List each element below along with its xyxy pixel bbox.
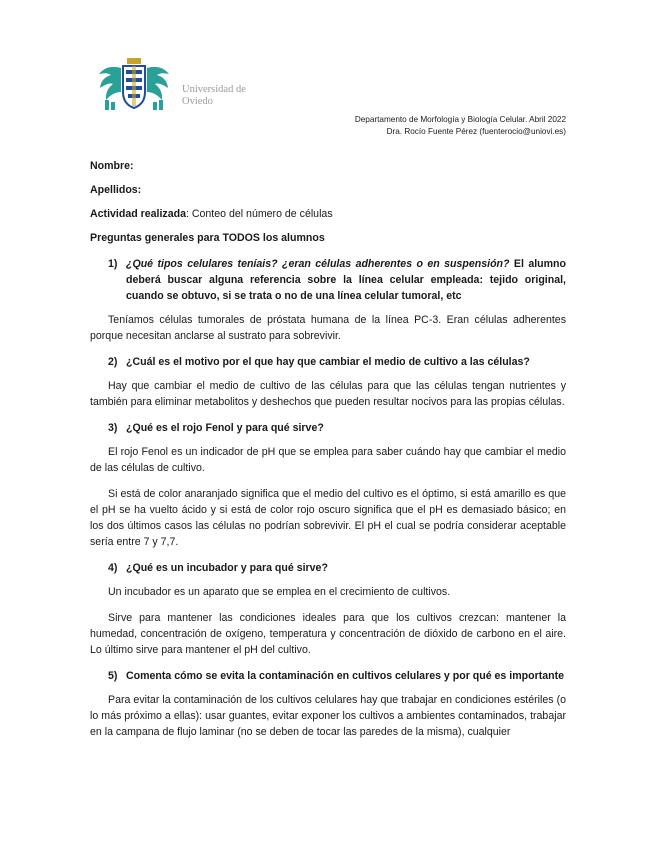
crown-icon bbox=[127, 58, 141, 64]
actividad-field bbox=[90, 208, 566, 221]
department-line: Departamento de Morfología y Biología Celular. Abril 2022 bbox=[354, 115, 566, 124]
answer-paragraph: Teníamos células tumorales de próstata humana de la línea PC-3. Eran células adherentes porque necesitan anclarse al sustrato para sobrevivir. bbox=[90, 314, 566, 342]
answer-paragraph: Un incubador es un aparato que se emplea en el crecimiento de cultivos. bbox=[108, 586, 451, 598]
answer-paragraph: Para evitar la contaminación de los cultivos celulares hay que trabajar en condiciones estériles (o lo más próximo a ellas): usar guantes, evitar exponer los cultivos a ambientes contaminados, trabajar en la campana de flujo laminar (no se deben de tocar las paredes de la misma), cualquier bbox=[90, 694, 566, 738]
left-wing-icon bbox=[99, 67, 121, 110]
university-name-line2: Oviedo bbox=[182, 96, 213, 107]
question-number: 5) bbox=[108, 670, 118, 682]
author-line: Dra. Rocío Fuente Pérez (fuenterocio@uniovi.es) bbox=[386, 127, 566, 136]
answer-paragraph: Si está de color anaranjado significa que el medio del cultivo es el óptimo, si está amarillo es que el pH se ha vuelto ácido y si está de color rojo oscuro significa que el pH es demasiado básico; en los dos últimos casos las células no podrían sobrevivir. El pH el cual se podría considerar aceptable sería entre 7 y 7,7. bbox=[90, 488, 566, 548]
department-info bbox=[355, 114, 566, 138]
university-name bbox=[182, 84, 246, 108]
question-number: 3) bbox=[108, 422, 118, 434]
question-number: 4) bbox=[108, 562, 118, 574]
university-logo-icon bbox=[97, 58, 171, 114]
answer-paragraph: El rojo Fenol es un indicador de pH que se emplea para saber cuándo hay que cambiar el medio de las células de cultivo. bbox=[90, 446, 566, 474]
question-text: ¿Cuál es el motivo por el que hay que cambiar el medio de cultivo a las células? bbox=[126, 356, 530, 368]
section-title: Preguntas generales para TODOS los alumnos bbox=[90, 232, 325, 244]
nombre-label: Nombre: bbox=[90, 160, 134, 172]
question-text: ¿Qué es un incubador y para qué sirve? bbox=[126, 562, 328, 574]
question-2 bbox=[90, 354, 566, 370]
question-3 bbox=[90, 420, 566, 436]
question-rest: El alumno deberá buscar alguna referencia sobre la línea celular empleada: tejido original, cuando se obtuvo, si se trata o no de una línea celular tumoral, etc bbox=[126, 258, 566, 302]
apellidos-label: Apellidos: bbox=[90, 184, 142, 196]
document-body bbox=[90, 160, 566, 750]
question-italic: ¿Qué tipos celulares teníais? ¿eran células adherentes o en suspensión? bbox=[126, 258, 510, 270]
answer-paragraph: Hay que cambiar el medio de cultivo de las células para que las células tengan nutrientes y también para eliminar metabolitos y deshechos que pueden resultar nocivos para las propias células. bbox=[90, 380, 566, 408]
question-text bbox=[126, 256, 566, 304]
university-name-line1: Universidad de bbox=[182, 84, 246, 95]
question-text: Comenta cómo se evita la contaminación en cultivos celulares y por qué es importante bbox=[126, 670, 565, 682]
question-number: 1) bbox=[108, 258, 118, 270]
actividad-value: : Conteo del número de células bbox=[185, 208, 333, 220]
question-1 bbox=[90, 256, 566, 304]
question-number: 2) bbox=[108, 356, 118, 368]
question-5 bbox=[90, 668, 566, 684]
answer-paragraph: Sirve para mantener las condiciones ideales para que los cultivos crezcan: mantener la humedad, concentración de oxígeno, temperatura y concentración de dióxido de carbono en el aire. Lo último sirve para mantener el pH del cultivo. bbox=[90, 612, 566, 656]
question-text: ¿Qué es el rojo Fenol y para qué sirve? bbox=[126, 422, 324, 434]
actividad-label: Actividad realizada bbox=[90, 208, 186, 220]
shield-icon bbox=[123, 66, 145, 108]
right-wing-icon bbox=[147, 67, 169, 110]
question-4 bbox=[90, 560, 566, 576]
